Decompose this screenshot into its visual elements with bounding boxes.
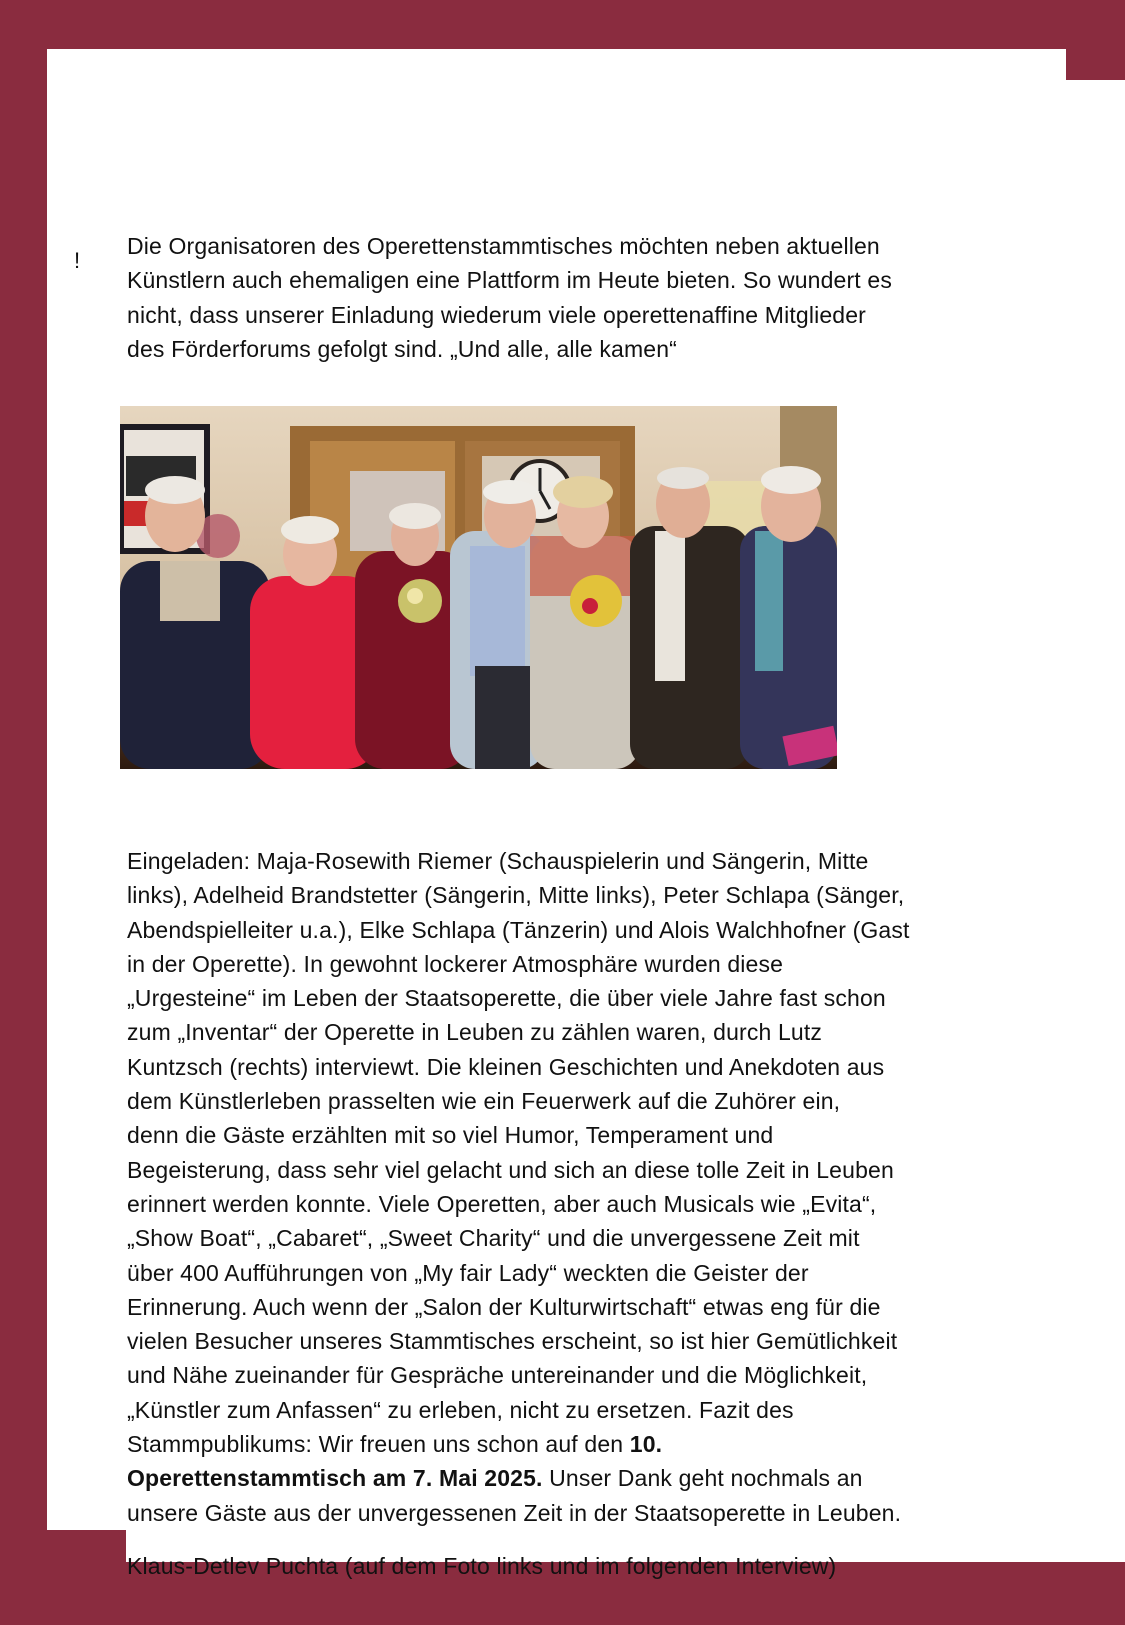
margin-mark: !: [74, 248, 81, 273]
body-line: Erinnerung. Auch wenn der „Salon der Kulturwirtschaft“ etwas eng für die: [127, 1293, 881, 1320]
body-text: Stammpublikums: Wir freuen uns schon auf den: [127, 1431, 630, 1458]
body-line-announcement: [127, 1427, 910, 1461]
page-panel-right: [1066, 80, 1125, 1562]
intro-line: Künstlern auch ehemaligen eine Plattform im Heute bieten. So wundert es: [127, 267, 892, 294]
intro-line: nicht, dass unserer Einladung wiederum viele operettenaffine Mitglieder: [127, 301, 866, 328]
body-line: dem Künstlerleben prasselten wie ein Feuerwerk auf die Zuhörer ein,: [127, 1088, 841, 1115]
intro-line: des Förderforums gefolgt sind. „Und alle, alle kamen“: [127, 335, 677, 362]
body-line: „Künstler zum Anfassen“ zu erleben, nicht zu ersetzen. Fazit des: [127, 1396, 794, 1423]
body-line: denn die Gäste erzählten mit so viel Humor, Temperament und: [127, 1122, 774, 1149]
body-line: Eingeladen: Maja-Rosewith Riemer (Schauspielerin und Sängerin, Mitte: [127, 848, 869, 874]
group-photo: [120, 406, 837, 769]
body-line: Begeisterung, dass sehr viel gelacht und sich an diese tolle Zeit in Leuben: [127, 1156, 894, 1183]
body-line: „Urgesteine“ im Leben der Staatsoperette, die über viele Jahre fast schon: [127, 985, 886, 1012]
body-line: in der Operette). In gewohnt lockerer Atmosphäre wurden diese: [127, 950, 784, 977]
body-line: und Nähe zueinander für Gespräche untereinander und die Möglichkeit,: [127, 1362, 868, 1389]
body-line: „Show Boat“, „Cabaret“, „Sweet Charity“ und die unvergessene Zeit mit: [127, 1225, 860, 1252]
body-line: Abendspielleiter u.a.), Elke Schlapa (Tänzerin) und Alois Walchhofner (Gast: [127, 916, 910, 943]
body-line-announcement: [127, 1461, 910, 1495]
body-line: unsere Gäste aus der unvergessenen Zeit in der Staatsoperette in Leuben.: [127, 1499, 902, 1526]
intro-line: Die Organisatoren des Operettenstammtisches möchten neben aktuellen: [127, 233, 880, 259]
group-photo-image: [120, 406, 837, 769]
body-text: Unser Dank geht nochmals an: [542, 1465, 863, 1492]
author-signature: Klaus-Detlev Puchta (auf dem Foto links und im folgenden Interview): [127, 1553, 837, 1579]
body-line: zum „Inventar“ der Operette in Leuben zu zählen waren, durch Lutz: [127, 1019, 823, 1046]
body-paragraph: [127, 844, 910, 1530]
body-line: über 400 Aufführungen von „My fair Lady“ weckten die Geister der: [127, 1259, 809, 1286]
body-line: erinnert werden konnte. Viele Operetten, aber auch Musicals wie „Evita“,: [127, 1190, 877, 1217]
body-line: links), Adelheid Brandstetter (Sängerin, Mitte links), Peter Schlapa (Sänger,: [127, 882, 905, 909]
event-highlight: 10.: [629, 1431, 663, 1458]
event-highlight: Operettenstammtisch am 7. Mai 2025.: [127, 1465, 543, 1492]
body-line: Kuntzsch (rechts) interviewt. Die kleinen Geschichten und Anekdoten aus: [127, 1053, 885, 1080]
body-line: vielen Besucher unseres Stammtisches erscheint, so ist hier Gemütlichkeit: [127, 1328, 898, 1355]
intro-paragraph: [127, 229, 892, 366]
